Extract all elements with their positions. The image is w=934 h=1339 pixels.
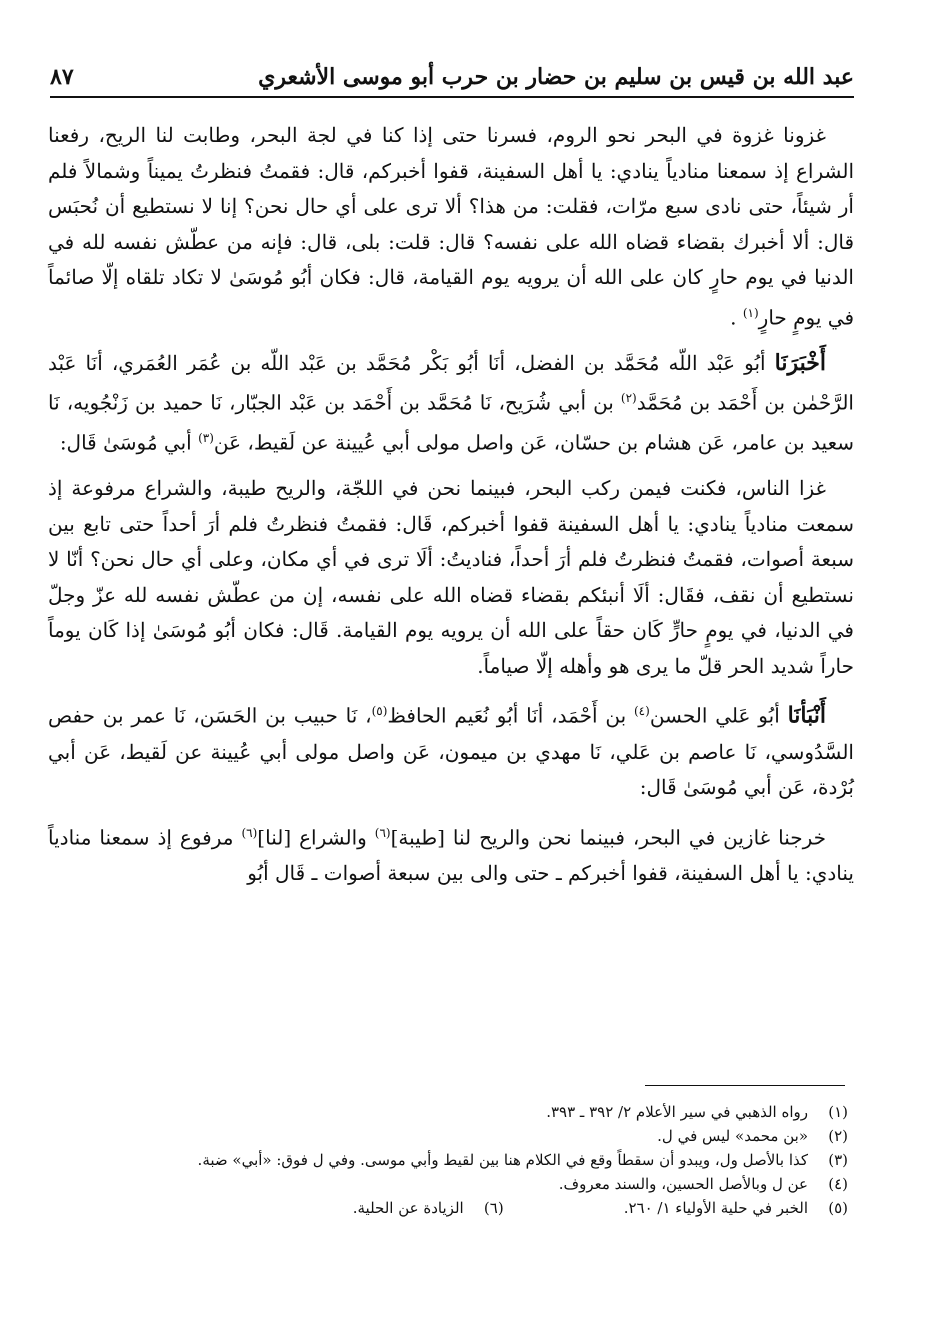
footnote-number: (٤)	[828, 1175, 848, 1193]
footnote-row-5-6	[48, 1196, 848, 1220]
footnote-text: «بن محمد» ليس في ل.	[657, 1127, 808, 1145]
footnote-separator	[645, 1085, 845, 1086]
footnote-text: كذا بالأصل ول، ويبدو أن سقطاً وقع في الكلام هنا بين لقيط وأبي موسى. وفي ل فوق: «أبي» ضبة.	[197, 1151, 808, 1169]
paragraph-text: أبُو عَبْد اللّه مُحَمَّد بن الفضل، أنَا أبُو بَكْر مُحَمَّد بن عَبْد اللّه بن عُمَر العُمَري، أنَا عَبْد الرَّحْمٰن بن أَحْمَد بن مُحَمَّد	[48, 350, 854, 415]
footnote-2	[48, 1124, 848, 1148]
paragraph-tail: ، نَا حبيب بن الحَسَن، نَا عمر بن حفص السَّدُوسي، نَا عاصم بن عَلي، نَا مهدي بن ميمون، عَن واصل مولى أبي عُيينة عن لَقيط، عَن أبي بُرْدة، عَن أبي مُوسَىٰ قَال:	[48, 704, 854, 800]
paragraph-tail: أبي مُوسَىٰ قَال:	[59, 430, 199, 455]
footnote-number: (٥)	[828, 1199, 848, 1217]
running-title: عبد الله بن قيس بن سليم بن حضار بن حرب أبو موسى الأشعري	[258, 64, 854, 90]
footnote-number: (٢)	[828, 1127, 848, 1145]
isnad-lead-word: أَنْبَأنَا	[787, 703, 826, 730]
page-header	[50, 50, 854, 98]
footnote-5	[624, 1196, 848, 1220]
paragraph-text: بن أَحْمَد، أنَا أبُو نُعَيم الحافظ	[387, 704, 634, 729]
footnote-number: (١)	[828, 1103, 848, 1121]
footnote-1	[48, 1100, 848, 1124]
paragraph-text: خرجنا غازين في البحر، فبينما نحن والريح لنا [طيبة]	[390, 825, 827, 850]
isnad-lead-word: أَخْبَرَنَا	[774, 349, 826, 376]
paragraph-1	[48, 118, 854, 336]
footnote-marker: (٣)	[198, 431, 214, 446]
footnote-marker: (٤)	[633, 704, 650, 719]
footnote-text: رواه الذهبي في سير الأعلام ٢/ ٣٩٢ ـ ٣٩٣.	[546, 1103, 808, 1121]
footnote-number: (٦)	[483, 1199, 504, 1217]
footnote-marker: (٢)	[620, 391, 637, 406]
paragraph-text: والشراع [لنا]	[257, 825, 375, 850]
page-number: ٨٧	[50, 64, 74, 90]
footnote-text: عن ل وبالأصل الحسين، والسند معروف.	[558, 1175, 808, 1193]
main-text	[48, 118, 854, 901]
paragraph-text: غزا الناس، فكنت فيمن ركب البحر، فبينما نحن في اللجّة، والريح طيبة، والشراع مرفوعة إذ سمعت منادياً ينادي: يا أهل السفينة قفوا أخبركم، قَال: فقمتُ فنظرتُ فلم أرَ أحداً حتى تابع بين سبعة أصوات، فقمتُ فنظرتُ فلم أرَ أحداً، فناديتُ: ألَا ترى في أي مكان، وعلى أي حال نحن؟ أنّا لا نستطيع أن نقف، فقَال: ألَا أنبئكم بقضاء قضاه الله على نفسه، إن من عطّش نفسه لله عزّ وجلّ في الدنيا، في يومٍ حارٍّ كَان حقاً على الله أن يرويه يوم القيامة. قَال: فكان أبُو مُوسَىٰ إذا كَان يوماً حاراً شديد الحر قلّ ما يرى هو وأهله إلّا صياماً.	[48, 476, 854, 678]
footnote-text: الزيادة عن الحلية.	[352, 1199, 464, 1217]
paragraph-3	[48, 471, 854, 684]
footnote-6	[353, 1196, 504, 1220]
footnote-text: الخبر في حلية الأولياء ١/ ٢٦٠.	[623, 1199, 808, 1217]
paragraph-2	[48, 346, 854, 462]
footnote-marker: (١)	[742, 305, 759, 320]
footnotes	[48, 1100, 848, 1220]
paragraph-5	[48, 816, 854, 892]
footnote-number: (٣)	[828, 1151, 848, 1169]
paragraph-tail: .	[730, 305, 743, 330]
footnote-4	[48, 1172, 848, 1196]
paragraph-text: أبُو عَلي الحسن	[649, 704, 788, 729]
footnote-marker: (٦)	[241, 825, 258, 840]
paragraph-text: غزونا غزوة في البحر نحو الروم، فسرنا حتى إذا كنا في لجة البحر، وطابت لنا الريح، رفعنا الشراع إذ سمعنا منادياً ينادي: يا أهل السفينة، قفوا أخبركم، قال: فقمتُ فنظرتُ يميناً وشمالاً فلم أر شيئاً، حتى نادى سبع مرّات، فقلت: من هذا؟ ألا ترى على أي حال نحن؟ إنا لا نستطيع أن نُحبَس قال: ألا أخبرك بقضاء قضاه الله على نفسه؟ قال: قلت: بلى، قال: فإنه من عطّش نفسه لله في الدنيا في يوم حارٍ كان على الله أن يرويه يوم القيامة، قال: فكان أبُو مُوسَىٰ لا تكاد تلقاه إلّا صائماً في يومٍ حارٍ	[48, 123, 855, 330]
paragraph-4	[48, 694, 854, 805]
footnote-marker: (٥)	[371, 704, 388, 719]
paragraph-text: بن أبي شُرَيح، نَا مُحَمَّد بن أَحْمَد بن عَبْد الجبّار، نَا حميد بن زَنْجُويه، نَا سعيد بن عامر، عَن هشام بن حسّان، عَن واصل مولى أبي عُيينة عن لَقيط، عَن	[48, 390, 854, 455]
footnote-3	[48, 1148, 848, 1172]
paragraph-tail: مرفوع إذ سمعنا منادياً ينادي: يا أهل السفينة، قفوا أخبركم ـ حتى والى بين سبعة أصوات ـ قَال أبُو	[48, 825, 854, 885]
footnote-marker: (٦)	[374, 825, 391, 840]
